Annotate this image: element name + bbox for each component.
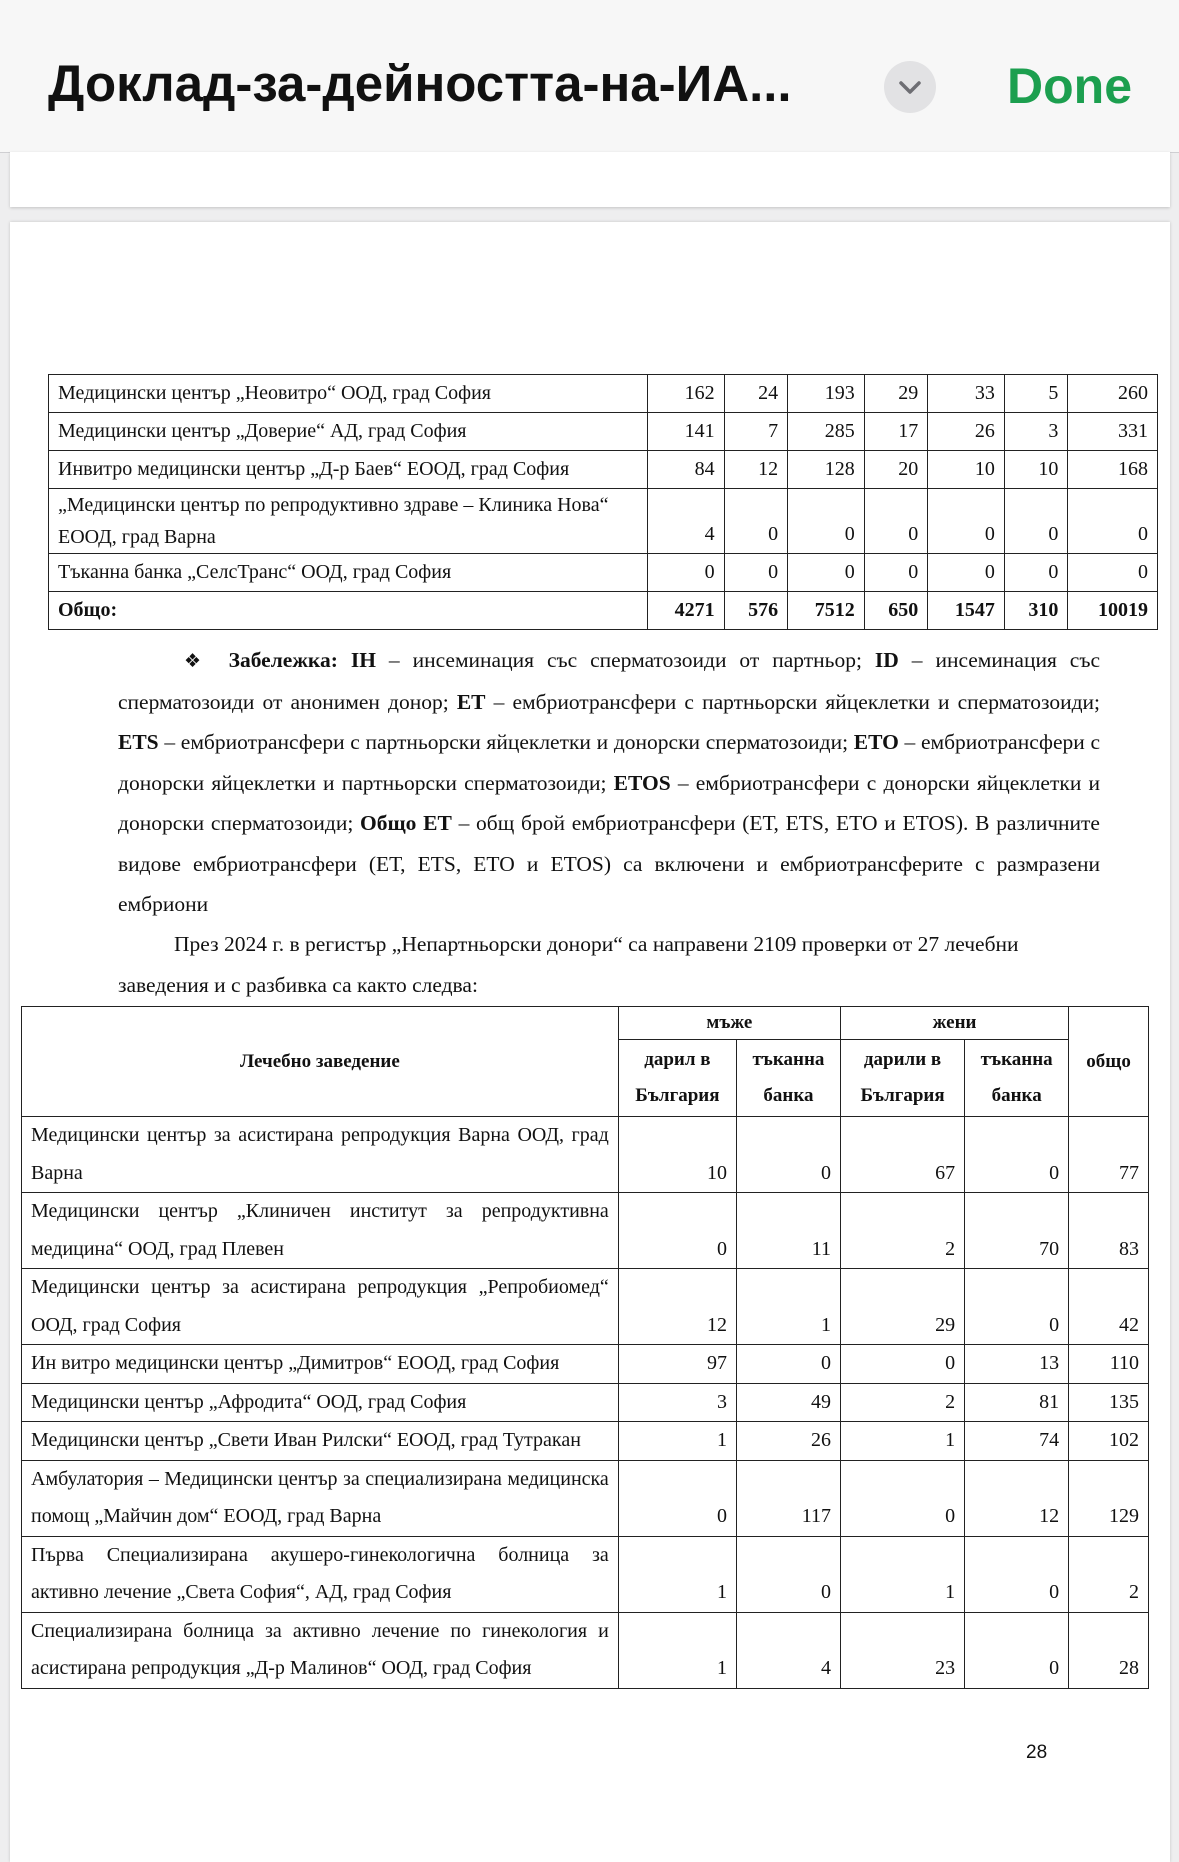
table-cell: 5 (1004, 375, 1068, 413)
table-cell: 310 (1004, 592, 1068, 630)
donor-checks-table (21, 1006, 1149, 1689)
done-button[interactable]: Done (1007, 58, 1132, 114)
table-cell: 129 (1069, 1460, 1149, 1536)
institution-name: „Медицински център по репродуктивно здраве – Клиника Нова“ ЕООД, град Варна (49, 489, 648, 554)
table-cell: 4 (648, 489, 725, 554)
table-cell: 10 (928, 451, 1005, 489)
institution-name: Медицински център за асистирана репродукция Варна ООД, град Варна (22, 1117, 619, 1193)
table-cell: 135 (1069, 1383, 1149, 1422)
table-row (22, 1536, 1149, 1612)
table-cell: 7512 (788, 592, 865, 630)
header-women: жени (840, 1007, 1068, 1040)
header-men-tissue-bank: тъканна банка (736, 1040, 840, 1117)
table-cell: 1 (618, 1422, 736, 1461)
diamond-bullet-icon: ❖ (184, 650, 209, 672)
table-cell: 0 (736, 1117, 840, 1193)
table-cell: 128 (788, 451, 865, 489)
abbr-id: ID (874, 648, 899, 672)
donor-register-paragraph: През 2024 г. в регистър „Непартньорски донори“ са направени 2109 проверки от 27 лечебни заведения и с разбивка са както следва: (118, 932, 1019, 997)
header-men: мъже (618, 1007, 840, 1040)
table-cell: 110 (1069, 1345, 1149, 1384)
table-cell: 0 (1004, 554, 1068, 592)
header-women-tissue-bank: тъканна банка (965, 1040, 1069, 1117)
table-cell: 26 (736, 1422, 840, 1461)
institution-name: Медицински център „Доверие“ АД, град София (49, 413, 648, 451)
table-cell: 0 (928, 554, 1005, 592)
table-cell: 3 (1004, 413, 1068, 451)
embryo-transfer-table (48, 374, 1158, 630)
table-cell: 0 (965, 1269, 1069, 1345)
table-cell: 2 (840, 1383, 964, 1422)
table-row (49, 554, 1158, 592)
table-cell: 141 (648, 413, 725, 451)
table-cell: 0 (788, 554, 865, 592)
table-cell: 0 (724, 554, 788, 592)
table-row (22, 1460, 1149, 1536)
table-cell: 1 (736, 1269, 840, 1345)
institution-name: Медицински център „Неовитро“ ООД, град София (49, 375, 648, 413)
table-cell: 42 (1069, 1269, 1149, 1345)
table-row (49, 375, 1158, 413)
table-cell: 0 (736, 1345, 840, 1384)
table-cell: 67 (840, 1117, 964, 1193)
table-cell: 168 (1068, 451, 1158, 489)
table-cell: 12 (724, 451, 788, 489)
table-cell: 29 (864, 375, 928, 413)
table-cell: 0 (788, 489, 865, 554)
table-cell: 0 (965, 1536, 1069, 1612)
table-cell: 331 (1068, 413, 1158, 451)
table-row (22, 1383, 1149, 1422)
header-men-donated-bg: дарил в България (618, 1040, 736, 1117)
table-cell: 162 (648, 375, 725, 413)
table-cell: 0 (724, 489, 788, 554)
table-cell: 11 (736, 1193, 840, 1269)
table-cell: 2 (840, 1193, 964, 1269)
table-row (22, 1422, 1149, 1461)
table-cell: 29 (840, 1269, 964, 1345)
table-cell: 23 (840, 1612, 964, 1688)
table-row (49, 489, 1158, 554)
document-page (10, 222, 1170, 1862)
table-row (22, 1117, 1149, 1193)
page-number: 28 (1026, 1742, 1048, 1763)
abbr-ets: ETS (118, 730, 159, 754)
table-cell: 77 (1069, 1117, 1149, 1193)
table-cell: 2 (1069, 1536, 1149, 1612)
table-cell: 12 (618, 1269, 736, 1345)
table-cell: 4 (736, 1612, 840, 1688)
table-cell: 0 (840, 1345, 964, 1384)
table-cell: 12 (965, 1460, 1069, 1536)
table-cell: 7 (724, 413, 788, 451)
header-total: общо (1069, 1007, 1149, 1117)
table-cell: 49 (736, 1383, 840, 1422)
table-cell: 24 (724, 375, 788, 413)
table-cell: 20 (864, 451, 928, 489)
table-row (22, 1269, 1149, 1345)
table-cell: 0 (648, 554, 725, 592)
table-cell: 650 (864, 592, 928, 630)
abbr-etos: ETOS (613, 770, 671, 795)
table-cell: 193 (788, 375, 865, 413)
table-cell: 81 (965, 1383, 1069, 1422)
table-row (49, 451, 1158, 489)
table-cell: 97 (618, 1345, 736, 1384)
table-cell: 0 (1004, 489, 1068, 554)
table-cell: 0 (618, 1193, 736, 1269)
table-cell: 10 (618, 1117, 736, 1193)
header-women-donated-bg: дарили в България (840, 1040, 964, 1117)
table-cell: 1547 (928, 592, 1005, 630)
header-institution: Лечебно заведение (22, 1007, 619, 1117)
document-title: Доклад-за-дейността-на-ИА... (48, 55, 792, 112)
abbr-eto: ETO (853, 730, 899, 754)
table-cell: 117 (736, 1460, 840, 1536)
institution-name: Тъканна банка „СелсТранс“ ООД, град София (49, 554, 648, 592)
table-cell: 102 (1069, 1422, 1149, 1461)
table-cell: 0 (1068, 489, 1158, 554)
table-cell: 0 (618, 1460, 736, 1536)
institution-name: Специализирана болница за активно лечение по гинекология и асистирана репродукция „Д-р Малинов“ ООД, град София (22, 1612, 619, 1688)
table-cell: 17 (864, 413, 928, 451)
table-cell: 0 (1068, 554, 1158, 592)
table-cell: 26 (928, 413, 1005, 451)
table-cell: 260 (1068, 375, 1158, 413)
table-cell: 4271 (648, 592, 725, 630)
institution-name: Медицински център „Афродита“ ООД, град София (22, 1383, 619, 1422)
previous-page (10, 152, 1170, 207)
institution-name: Медицински център „Свети Иван Рилски“ ЕООД, град Тутракан (22, 1422, 619, 1461)
table-cell: 1 (618, 1536, 736, 1612)
table-cell: 83 (1069, 1193, 1149, 1269)
table-cell: 1 (840, 1536, 964, 1612)
table-cell: 576 (724, 592, 788, 630)
table-cell: 0 (864, 554, 928, 592)
table-cell: 0 (864, 489, 928, 554)
table-row (22, 1612, 1149, 1688)
table-row (22, 1345, 1149, 1384)
table-cell: 10 (1004, 451, 1068, 489)
table-cell: 1 (840, 1422, 964, 1461)
table-cell: 0 (928, 489, 1005, 554)
institution-name: Ин витро медицински център „Димитров“ ЕООД, град София (22, 1345, 619, 1384)
table-cell: 28 (1069, 1612, 1149, 1688)
table-cell: 0 (965, 1117, 1069, 1193)
institution-name: Общо: (49, 592, 648, 630)
note-label: Забележка: (228, 648, 338, 672)
abbr-et: ЕТ (456, 689, 486, 714)
table-cell: 10019 (1068, 592, 1158, 630)
chevron-down-icon (898, 76, 922, 98)
table-cell: 0 (965, 1612, 1069, 1688)
table-row (49, 413, 1158, 451)
table-cell: 74 (965, 1422, 1069, 1461)
table-cell: 1 (618, 1612, 736, 1688)
institution-name: Медицински център „Клиничен институт за репродуктивна медицина“ ООД, град Плевен (22, 1193, 619, 1269)
table-cell: 0 (840, 1460, 964, 1536)
table-cell: 70 (965, 1193, 1069, 1269)
abbr-ih: IH (350, 648, 376, 672)
table-cell: 13 (965, 1345, 1069, 1384)
total-row (49, 592, 1158, 630)
table-cell: 33 (928, 375, 1005, 413)
table-cell: 0 (736, 1536, 840, 1612)
table-cell: 3 (618, 1383, 736, 1422)
table-cell: 84 (648, 451, 725, 489)
institution-name: Първа Специализирана акушеро-гинекологична болница за активно лечение „Света София“, АД, град София (22, 1536, 619, 1612)
note-paragraph: ❖ Забележка: IH – инсеминация със сперматозоиди от партньор; ID – инсеминация със сперматозоиди от анонимен донор; ЕТ – ембриотрансфери с партньорски яйцеклетки и сперматозоиди; ETS – ембриотрансфери с партньорски яйцеклетки и донорски сперматозоиди; ETO – ембриотрансфери с донорски яйцеклетки и партньорски сперматозоиди; ETOS – ембриотрансфери с донорски яйцеклетки и донорски сперматозоиди; Общо ЕТ – общ брой ембриотрансфери (ЕТ, ETS, ЕТО и ETOS). В различните видове ембриотрансфери (ЕТ, ETS, ЕТО и ETOS) са включени и ембриотрансферите с размразени ембриони (118, 648, 1101, 916)
table-row (22, 1193, 1149, 1269)
institution-name: Медицински център за асистирана репродукция „Репробиомед“ ООД, град София (22, 1269, 619, 1345)
table-cell: 285 (788, 413, 865, 451)
institution-name: Инвитро медицински център „Д-р Баев“ ЕООД, град София (49, 451, 648, 489)
top-bar (0, 0, 1179, 153)
institution-name: Амбулатория – Медицински център за специализирана медицинска помощ „Майчин дом“ ЕООД, град Варна (22, 1460, 619, 1536)
abbr-total-et: Общо ЕТ (360, 811, 452, 835)
title-menu-button[interactable] (884, 61, 936, 113)
